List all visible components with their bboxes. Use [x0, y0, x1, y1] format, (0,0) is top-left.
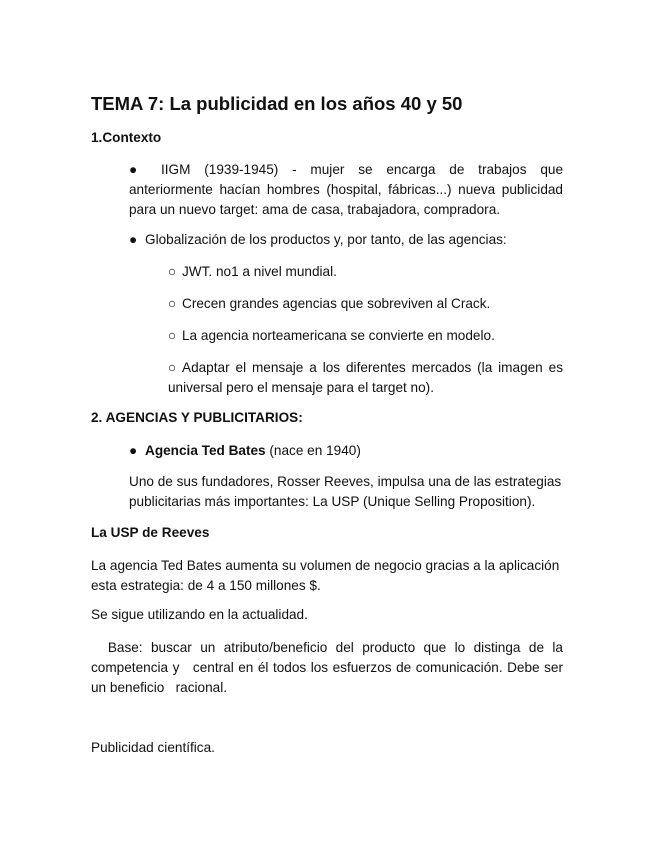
bullet-item-iigm	[129, 160, 563, 220]
agency-name: Agencia Ted Bates	[145, 443, 266, 458]
section1-heading: 1.Contexto	[91, 130, 162, 145]
bullet-item-ted-bates	[129, 441, 569, 461]
usp-paragraph-2: Se sigue utilizando en la actualidad.	[91, 607, 308, 622]
usp-paragraph-1: La agencia Ted Bates aumenta su volumen de negocio gracias a la aplicación esta estrategia: de 4 a 150 millones $.	[91, 558, 560, 593]
usp-paragraph-4: Publicidad científica.	[91, 740, 215, 755]
bullet-icon: ●	[129, 232, 138, 247]
subitem-jwt	[168, 262, 568, 282]
bullet-text: IIGM (1939-1945) - mujer se encarga de trabajos que anteriormente hacían hombres (hospital, fábricas...) nueva publicidad para un nuevo target: ama de casa, trabajadora, compradora.	[129, 162, 563, 217]
circle-bullet-icon: ○	[168, 360, 177, 375]
subitem-text: Adaptar el mensaje a los diferentes mercados (la imagen es universal pero el mensaje para el target no).	[168, 360, 563, 395]
circle-bullet-icon: ○	[168, 264, 177, 279]
subitem-mercados	[168, 358, 563, 398]
subitem-text: La agencia norteamericana se convierte en modelo.	[182, 328, 495, 343]
circle-bullet-icon: ○	[168, 296, 177, 311]
subitem-text: Crecen grandes agencias que sobreviven al Crack.	[182, 296, 491, 311]
ted-bates-paragraph: Uno de sus fundadores, Rosser Reeves, impulsa una de las estrategias publicitarias más importantes: La USP (Unique Selling Proposition).	[129, 474, 562, 509]
subitem-crack	[168, 294, 568, 314]
bullet-item-globalizacion	[129, 230, 569, 250]
subitem-modelo	[168, 326, 568, 346]
circle-bullet-icon: ○	[168, 328, 177, 343]
section2-heading: 2. AGENCIAS Y PUBLICITARIOS:	[91, 410, 303, 425]
agency-founded: (nace en 1940)	[265, 443, 361, 458]
bullet-icon: ●	[129, 443, 138, 458]
usp-heading: La USP de Reeves	[91, 525, 210, 540]
subitem-text: JWT. no1 a nivel mundial.	[182, 264, 337, 279]
bullet-icon: ●	[129, 162, 138, 177]
page-title: TEMA 7: La publicidad en los años 40 y 50	[91, 93, 463, 114]
bullet-text: Globalización de los productos y, por tanto, de las agencias:	[145, 232, 507, 247]
usp-paragraph-3: Base: buscar un atributo/beneficio del producto que lo distinga de la competencia y central en él todos los esfuerzos de comunicación. Debe ser un beneficio racional.	[91, 640, 567, 695]
